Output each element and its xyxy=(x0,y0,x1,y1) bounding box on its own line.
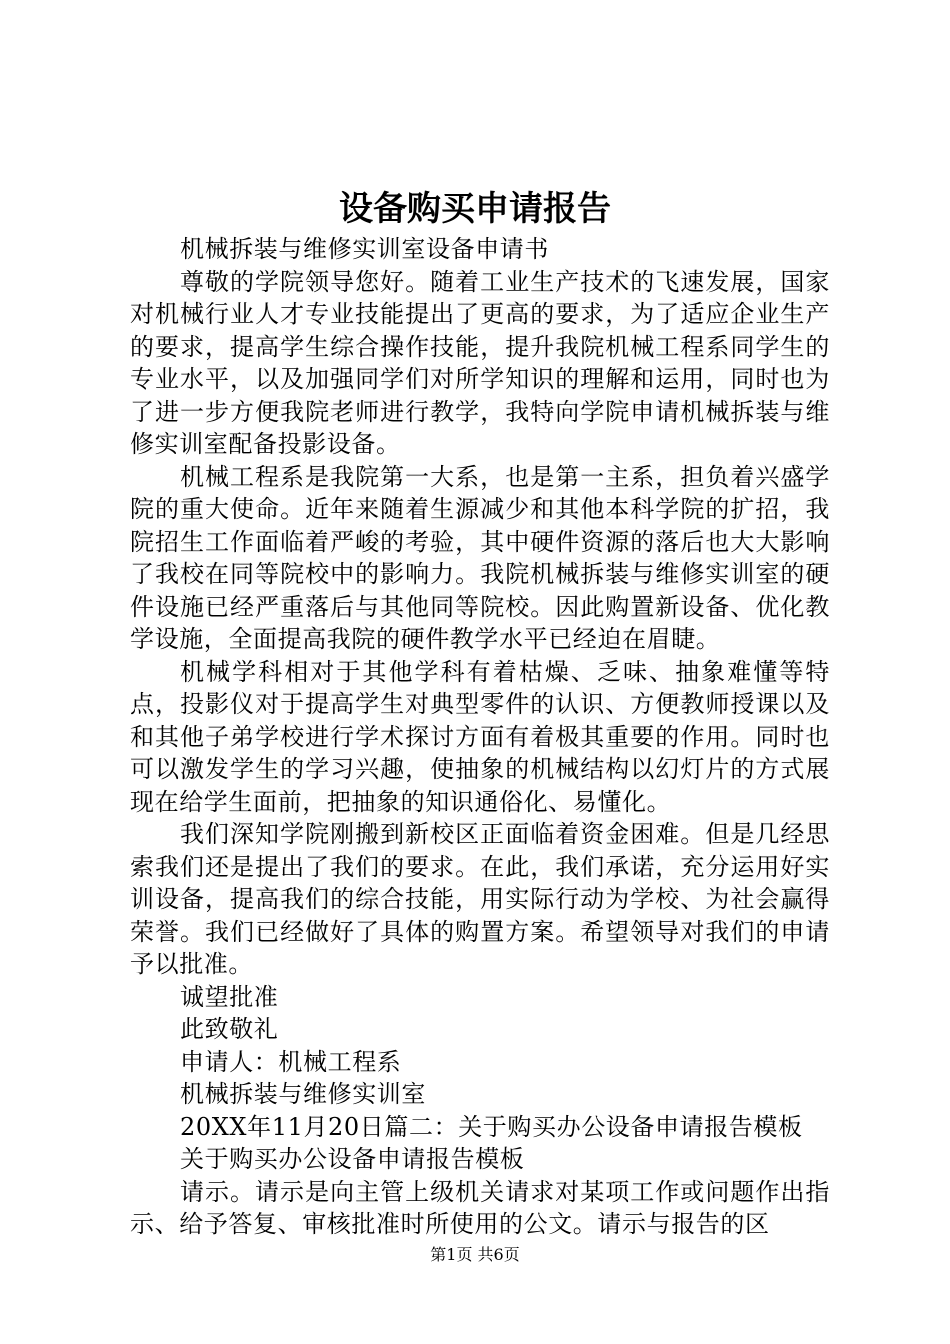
document-subtitle: 机械拆装与维修实训室设备申请书 xyxy=(180,235,549,263)
date-line: 20XX年11月20日篇二：关于购买办公设备申请报告模板 xyxy=(180,1112,803,1141)
department-line: 机械拆装与维修实训室 xyxy=(180,1080,426,1108)
page-footer: 第1页 共6页 xyxy=(430,1245,520,1264)
closing-request: 诚望批准 xyxy=(180,982,279,1011)
body-paragraph-2: 机械工程系是我院第一大系，也是第一主系，担负着兴盛学院的重大使命。近年来随着生源减少和其他本科学院的扩招，我院招生工作面临着严峻的考验，其中硬件资源的落后也大大影响了我校在同等院校中的影响力。我院机械拆装与维修实训室的硬件设施已经严重落后与其他同等院校。因此购置新设备、优化教学设施，全面提高我院的硬件教学水平已经迫在眉睫。 xyxy=(130,462,830,653)
applicant-line: 申请人：机械工程系 xyxy=(180,1047,402,1076)
section-title: 关于购买办公设备申请报告模板 xyxy=(180,1145,525,1173)
document-body xyxy=(130,233,830,1241)
body-paragraph-3: 机械学科相对于其他学科有着枯燥、乏味、抽象难懂等特点，投影仪对于提高学生对典型零件的认识、方便教师授课以及和其他子弟学校进行学术探讨方面有着极其重要的作用。同时也可以激发学生的学习兴趣，使抽象的机械结构以幻灯片的方式展现在给学生面前，把抽象的知识通俗化、易懂化。 xyxy=(130,657,830,816)
body-paragraph-4: 我们深知学院刚搬到新校区正面临着资金困难。但是几经思索我们还是提出了我们的要求。在此，我们承诺，充分运用好实训设备，提高我们的综合技能，用实际行动为学校、为社会赢得荣誉。我们已经做好了具体的购置方案。希望领导对我们的申请予以批准。 xyxy=(130,820,830,978)
final-paragraph: 请示。请示是向主管上级机关请求对某项工作或问题作出指示、给予答复、审核批准时所使用的公文。请示与报告的区 xyxy=(130,1177,830,1238)
body-paragraph-1: 尊敬的学院领导您好。随着工业生产技术的飞速发展，国家对机械行业人才专业技能提出了更高的要求，为了适应企业生产的要求，提高学生综合操作技能，提升我院机械工程系同学生的专业水平，以及加强同学们对所学知识的理解和运用，同时也为了进一步方便我院老师进行教学，我特向学院申请机械拆装与维修实训室配备投影设备。 xyxy=(130,267,830,458)
closing-salutation: 此致敬礼 xyxy=(180,1015,279,1043)
document-title: 设备购买申请报告 xyxy=(339,189,611,229)
